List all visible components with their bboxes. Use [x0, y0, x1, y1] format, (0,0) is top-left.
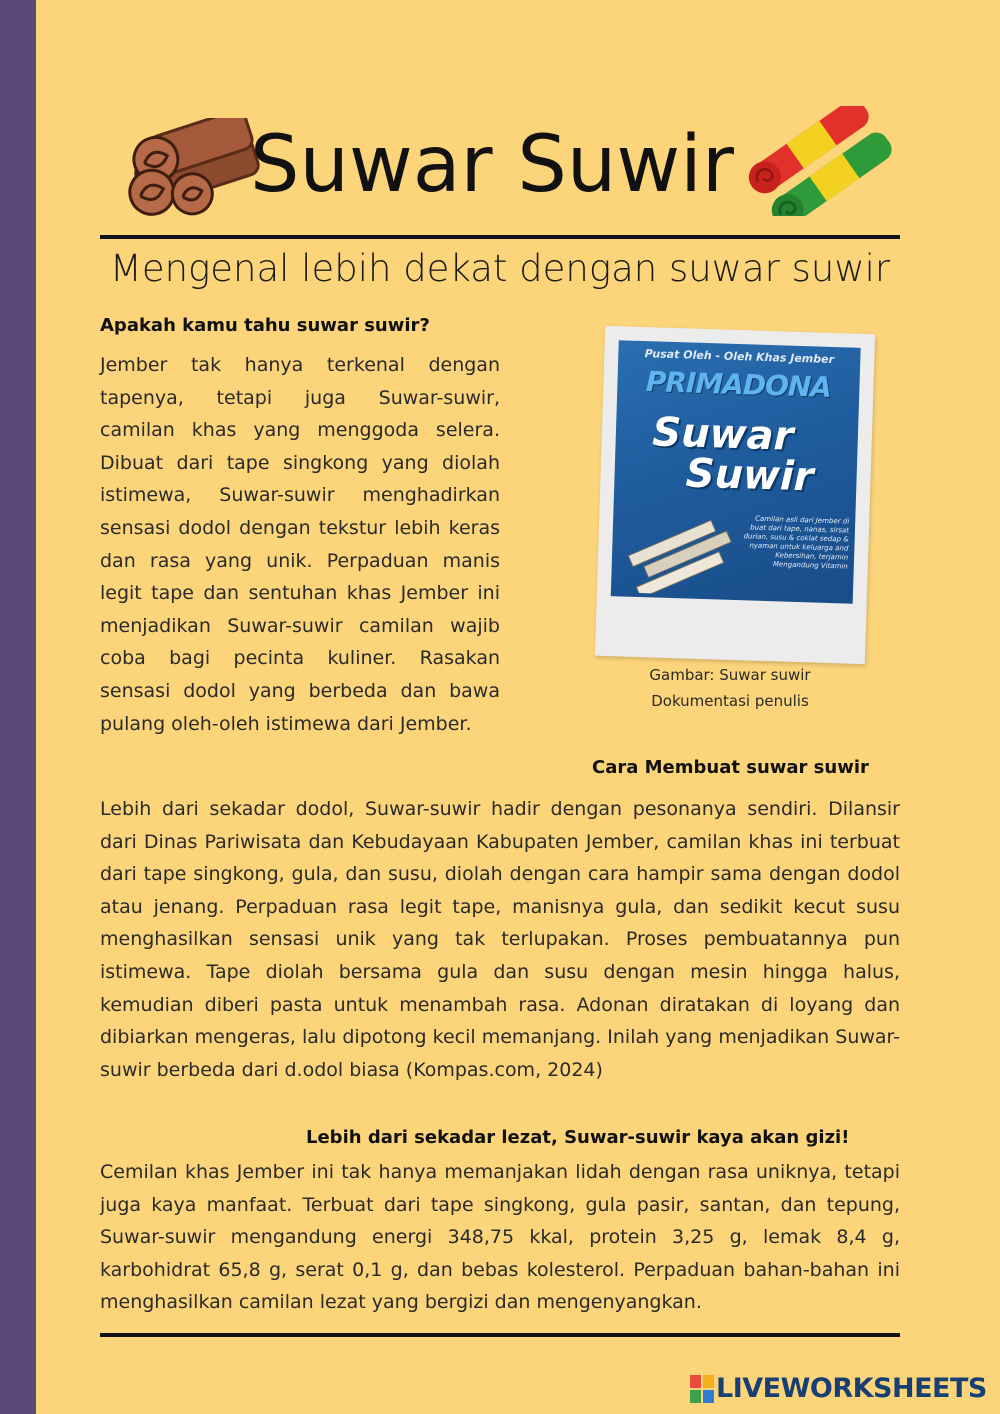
page-title: Suwar Suwir — [250, 120, 734, 210]
suwar-suwir-roll-brown-icon — [120, 118, 270, 228]
product-photo — [595, 326, 875, 664]
package-description: Camilan asli dari Jember di buat dari tape, nanas, sirsat durian, susu & coklat sedap & nyaman untuk keluarga and Kebersihan, terjamin Mengandung Vitamin — [743, 514, 850, 571]
section3-body: Cemilan khas Jember ini tak hanya memanjakan lidah dengan rasa uniknya, tetapi juga kaya manfaat. Terbuat dari tape singkong, gula pasir, santan, dan tepung, Suwar-suwir mengandung energi 348,75 kkal, protein 3,25 g, lemak 8,4 g, karbohidrat 65,8 g, serat 0,1 g, dan bebas kolesterol. Perpaduan bahan-bahan ini menghasilkan camilan lezat yang bergizi dan mengenyangkan. — [100, 1161, 900, 1314]
product-package-image — [611, 340, 861, 603]
liveworksheets-watermark[interactable] — [690, 1372, 987, 1408]
top-divider — [100, 235, 900, 239]
section2-heading: Cara Membuat suwar suwir — [592, 757, 869, 778]
package-sticks-illustration — [621, 513, 743, 597]
photo-caption — [610, 662, 850, 714]
photo-caption-line2: Dokumentasi penulis — [651, 692, 809, 710]
photo-caption-line1: Gambar: Suwar suwir — [649, 666, 811, 684]
section1-heading: Apakah kamu tahu suwar suwir? — [100, 315, 430, 336]
title-row — [120, 100, 900, 230]
section2-body: Lebih dari sekadar dodol, Suwar-suwir hadir dengan pesonanya sendiri. Dilansir dari Dinas Pariwisata dan Kebudayaan Kabupaten Jember, camilan khas ini terbuat dari tape singkong, gula, dan susu, diolah dengan cara hampir sama dengan dodol atau jenang. Perpaduan rasa legit tape, manisnya gula, dan sedikit kecut susu menghasilkan sensasi unik yang tak terlupakan. Proses pembuatannya pun istimewa. Tape diolah bersama gula dan susu dengan mesin hingga halus, kemudian diberi pasta untuk menambah rasa. Adonan diratakan di loyang dan dibiarkan mengeras, lalu dipotong kecil memanjang. Inilah yang menjadikan Suwar-suwir berbeda dari d.odol biasa (Kompas.com, 2024) — [100, 798, 900, 1081]
page-subtitle: Mengenal lebih dekat dengan suwar suwir — [109, 247, 891, 290]
package-brand: PRIMADONA — [645, 365, 832, 404]
watermark-text: LIVEWORKSHEETS — [716, 1373, 987, 1404]
package-name-line2: Suwir — [685, 450, 815, 501]
side-stripe — [0, 0, 36, 1414]
bottom-divider — [100, 1333, 900, 1337]
package-tagline: Pusat Oleh - Oleh Khas Jember — [644, 347, 835, 367]
section3-heading: Lebih dari sekadar lezat, Suwar-suwir kaya akan gizi! — [306, 1127, 850, 1148]
suwar-suwir-roll-colorful-icon — [748, 106, 898, 216]
section1-body: Jember tak hanya terkenal dengan tapenya, tetapi juga Suwar-suwir, camilan khas yang menggoda selera. Dibuat dari tape singkong yang diolah istimewa, Suwar-suwir menghadirkan sensasi dodol dengan tekstur lebih keras dan rasa yang unik. Perpaduan manis legit tape dan sentuhan khas Jember ini menjadikan Suwar-suwir camilan wajib coba bagi pecinta kuliner. Rasakan sensasi dodol yang berbeda dan bawa pulang oleh-oleh istimewa dari Jember. — [100, 354, 500, 735]
liveworksheets-logo-icon — [690, 1375, 714, 1403]
package-name-line1: Suwar — [651, 409, 795, 460]
